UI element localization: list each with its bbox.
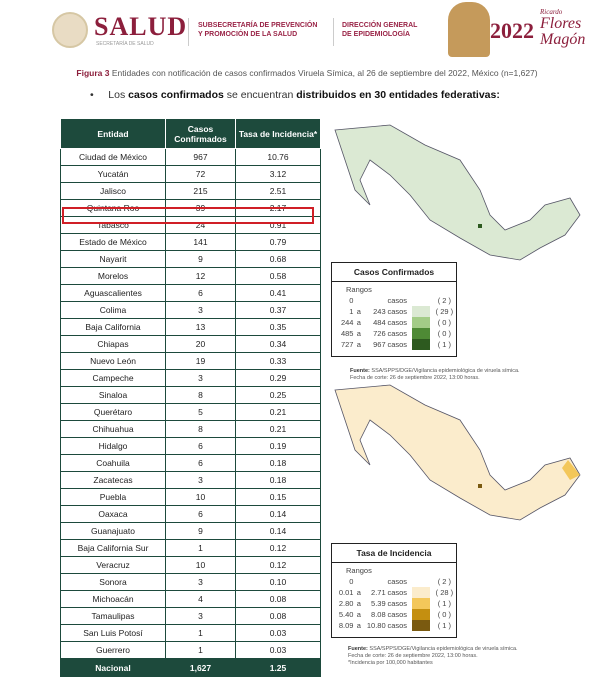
legend-text: 0 <box>349 296 354 305</box>
table-row <box>61 166 321 183</box>
legend-text: ( 1 ) <box>437 340 452 349</box>
legend-text: 2.80 <box>338 599 354 608</box>
cell-casos: 13 <box>166 319 236 336</box>
legend-text: 244 <box>340 318 354 327</box>
legend-text: ( 1 ) <box>437 621 452 630</box>
legend-text: casos <box>387 329 408 338</box>
bullet-text: • Los casos confirmados se encuentran distribuidos en 30 entidades federativas: <box>90 89 500 101</box>
legend-swatch <box>412 620 430 631</box>
cell-tasa: 0.12 <box>236 557 321 574</box>
cell-entidad: Nayarit <box>61 251 166 268</box>
legend-text: 484 <box>373 318 386 327</box>
cell-casos: 6 <box>166 455 236 472</box>
table-row <box>61 523 321 540</box>
table-row <box>61 591 321 608</box>
cell-entidad: Puebla <box>61 489 166 506</box>
cell-entidad: Nuevo León <box>61 353 166 370</box>
legend-text: ( 29 ) <box>435 307 454 316</box>
cell-casos: 9 <box>166 251 236 268</box>
table-row <box>61 506 321 523</box>
cell-tasa: 0.21 <box>236 404 321 421</box>
cell-casos: 1 <box>166 625 236 642</box>
cell-casos: 3 <box>166 370 236 387</box>
legend-text: a <box>356 329 361 338</box>
col-header-casos: Casos Confirmados <box>166 119 236 149</box>
legend-swatch <box>412 576 430 587</box>
cell-tasa: 0.29 <box>236 370 321 387</box>
col-header-tasa: Tasa de Incidencia* <box>236 119 321 149</box>
table-row <box>61 234 321 251</box>
cell-casos: 20 <box>166 336 236 353</box>
cell-tasa: 0.33 <box>236 353 321 370</box>
legend-row <box>332 295 456 306</box>
legend-rangos-label: Rangos <box>346 566 372 575</box>
cell-tasa: 0.18 <box>236 455 321 472</box>
table-row <box>61 608 321 625</box>
table-row <box>61 268 321 285</box>
legend-text: ( 1 ) <box>437 599 452 608</box>
legend-text: ( 2 ) <box>437 577 452 586</box>
legend-text: a <box>356 610 361 619</box>
cell-entidad: Zacatecas <box>61 472 166 489</box>
legend-text: 243 <box>373 307 386 316</box>
mexico-seal-logo <box>52 12 88 48</box>
cell-casos: 8 <box>166 387 236 404</box>
legend-text: 727 <box>340 340 354 349</box>
mexico-map-shape <box>335 125 580 260</box>
direccion: DIRECCIÓN GENERAL DE EPIDEMIOLOGÍA <box>342 22 418 38</box>
cell-tasa: 3.12 <box>236 166 321 183</box>
cell-casos: 6 <box>166 506 236 523</box>
cell-entidad: Baja California <box>61 319 166 336</box>
cell-tasa: 0.15 <box>236 489 321 506</box>
cell-tasa: 0.03 <box>236 642 321 659</box>
cell-entidad: Sinaloa <box>61 387 166 404</box>
total-tasa: 1.25 <box>236 659 321 677</box>
legend-row <box>332 576 456 587</box>
total-row <box>61 659 321 677</box>
map-confirmed-cases <box>330 120 590 270</box>
table-row <box>61 540 321 557</box>
cell-tasa: 0.14 <box>236 523 321 540</box>
legend-text: ( 28 ) <box>435 588 454 597</box>
divider <box>188 18 189 46</box>
legend-title: Tasa de Incidencia <box>332 544 456 563</box>
legend-text: 5.39 <box>371 599 386 608</box>
legend-swatch <box>412 339 430 350</box>
legend-text: casos <box>387 588 408 597</box>
legend-text: 1 <box>349 307 354 316</box>
figure-caption: Figura 3 Entidades con notificación de casos confirmados Viruela Símica, al 26 de septiembre del 2022, México (n=1,627) <box>76 68 538 78</box>
salud-logo: SALUD <box>94 12 188 41</box>
legend-text: 967 <box>373 340 386 349</box>
source-note-rate: Fuente: SSA/SPPS/DGE/Vigilancia epidemiológica de viruela símica. Fecha de corte: 26 de septiembre 2022, 13:00 horas. *Incidencia por 100,000 habitantes <box>348 646 518 666</box>
cell-entidad: Jalisco <box>61 183 166 200</box>
table-row <box>61 421 321 438</box>
legend-row <box>332 609 456 620</box>
table-row <box>61 472 321 489</box>
legend-swatch <box>412 295 430 306</box>
cell-tasa: 0.12 <box>236 540 321 557</box>
cell-tasa: 0.41 <box>236 285 321 302</box>
legend-text: casos <box>387 621 408 630</box>
total-casos: 1,627 <box>166 659 236 677</box>
highlight-box-tabasco <box>62 207 314 224</box>
legend-text: 5.40 <box>338 610 354 619</box>
cell-entidad: Baja California Sur <box>61 540 166 557</box>
legend-text: 10.80 <box>366 621 386 630</box>
cell-tasa: 10.76 <box>236 149 321 166</box>
portrait-image <box>448 2 490 57</box>
cell-entidad: Sonora <box>61 574 166 591</box>
cell-entidad: Chihuahua <box>61 421 166 438</box>
cell-casos: 9 <box>166 523 236 540</box>
legend-row <box>332 620 456 631</box>
cell-casos: 3 <box>166 472 236 489</box>
cell-tasa: 0.21 <box>236 421 321 438</box>
cell-entidad: Tabasco <box>61 217 166 234</box>
cell-tasa: 0.03 <box>236 625 321 642</box>
table-row <box>61 319 321 336</box>
cell-entidad: Guerrero <box>61 642 166 659</box>
divider <box>333 18 334 46</box>
cell-tasa: 0.25 <box>236 387 321 404</box>
cell-entidad: Yucatán <box>61 166 166 183</box>
legend-text: 0 <box>349 577 354 586</box>
mexico-map-shape <box>335 385 580 520</box>
table-row <box>61 183 321 200</box>
cell-entidad: Veracruz <box>61 557 166 574</box>
cell-casos: 5 <box>166 404 236 421</box>
legend-swatch <box>412 609 430 620</box>
table-row <box>61 251 321 268</box>
header <box>0 0 614 60</box>
legend-text: ( 0 ) <box>437 610 452 619</box>
cell-casos: 39 <box>166 200 236 217</box>
total-entidad: Nacional <box>61 659 166 677</box>
cell-tasa: 0.37 <box>236 302 321 319</box>
salud-subtitle: SECRETARÍA DE SALUD <box>96 41 154 47</box>
cell-casos: 141 <box>166 234 236 251</box>
legend-swatch <box>412 328 430 339</box>
cell-entidad: Colima <box>61 302 166 319</box>
table-row <box>61 455 321 472</box>
cell-tasa: 0.14 <box>236 506 321 523</box>
legend-swatch <box>412 306 430 317</box>
cell-tasa: 0.91 <box>236 217 321 234</box>
cell-entidad: Querétaro <box>61 404 166 421</box>
legend-confirmed-cases <box>331 262 457 357</box>
legend-text: ( 0 ) <box>437 329 452 338</box>
legend-text: a <box>356 318 361 327</box>
legend-text: a <box>356 599 361 608</box>
legend-row <box>332 339 456 350</box>
legend-row <box>332 328 456 339</box>
cell-tasa: 2.51 <box>236 183 321 200</box>
cases-table <box>60 118 321 677</box>
cell-entidad: Ciudad de México <box>61 149 166 166</box>
legend-text: a <box>356 621 361 630</box>
cell-tasa: 0.34 <box>236 336 321 353</box>
legend-title: Casos Confirmados <box>332 263 456 282</box>
table-row <box>61 336 321 353</box>
legend-text: casos <box>387 307 408 316</box>
cell-tasa: 0.10 <box>236 574 321 591</box>
legend-swatch <box>412 598 430 609</box>
table-row <box>61 285 321 302</box>
cell-casos: 3 <box>166 302 236 319</box>
cell-casos: 1 <box>166 540 236 557</box>
legend-text: ( 2 ) <box>437 296 452 305</box>
cell-casos: 24 <box>166 217 236 234</box>
cell-tasa: 0.08 <box>236 591 321 608</box>
table-row <box>61 574 321 591</box>
cell-casos: 19 <box>166 353 236 370</box>
table-row <box>61 489 321 506</box>
cell-tasa: 0.68 <box>236 251 321 268</box>
cell-casos: 3 <box>166 608 236 625</box>
table-row <box>61 557 321 574</box>
cell-casos: 6 <box>166 285 236 302</box>
cell-casos: 10 <box>166 489 236 506</box>
cdmx-region <box>478 484 482 488</box>
year-logo: 2022 <box>490 18 534 43</box>
table-row <box>61 302 321 319</box>
legend-text: 726 <box>373 329 386 338</box>
cell-casos: 8 <box>166 421 236 438</box>
table-row <box>61 404 321 421</box>
legend-text: 8.09 <box>338 621 354 630</box>
table-row <box>61 353 321 370</box>
legend-incidence-rate <box>331 543 457 638</box>
cell-entidad: Quintana Roo <box>61 200 166 217</box>
legend-text: 8.08 <box>371 610 386 619</box>
cell-tasa: 0.35 <box>236 319 321 336</box>
legend-rangos-label: Rangos <box>346 285 372 294</box>
legend-row <box>332 598 456 609</box>
cell-tasa: 0.58 <box>236 268 321 285</box>
cell-entidad: Coahuila <box>61 455 166 472</box>
cell-entidad: Morelos <box>61 268 166 285</box>
cell-tasa: 0.18 <box>236 472 321 489</box>
table-row <box>61 387 321 404</box>
cell-tasa: 0.19 <box>236 438 321 455</box>
cell-tasa: 2.17 <box>236 200 321 217</box>
legend-text: casos <box>387 599 408 608</box>
year-name: Ricardo Flores Magón <box>540 8 586 48</box>
cell-entidad: Hidalgo <box>61 438 166 455</box>
cell-casos: 3 <box>166 574 236 591</box>
cell-casos: 967 <box>166 149 236 166</box>
col-header-entidad: Entidad <box>61 119 166 149</box>
cell-entidad: Michoacán <box>61 591 166 608</box>
legend-text: casos <box>387 318 408 327</box>
cell-casos: 215 <box>166 183 236 200</box>
map-incidence-rate <box>330 380 590 540</box>
legend-text: a <box>356 307 361 316</box>
legend-swatch <box>412 317 430 328</box>
table-row <box>61 625 321 642</box>
cell-entidad: San Luis Potosí <box>61 625 166 642</box>
table-row <box>61 149 321 166</box>
cell-entidad: Tamaulipas <box>61 608 166 625</box>
legend-text: ( 0 ) <box>437 318 452 327</box>
cell-tasa: 0.08 <box>236 608 321 625</box>
cell-casos: 10 <box>166 557 236 574</box>
legend-text: casos <box>387 610 408 619</box>
cell-entidad: Estado de México <box>61 234 166 251</box>
table-row <box>61 438 321 455</box>
cell-tasa: 0.79 <box>236 234 321 251</box>
cell-entidad: Chiapas <box>61 336 166 353</box>
legend-text: casos <box>387 577 408 586</box>
legend-text: casos <box>387 340 408 349</box>
legend-text: 0.01 <box>338 588 354 597</box>
legend-row <box>332 587 456 598</box>
cell-entidad: Aguascalientes <box>61 285 166 302</box>
legend-row <box>332 306 456 317</box>
table-row <box>61 370 321 387</box>
cell-entidad: Campeche <box>61 370 166 387</box>
cell-entidad: Oaxaca <box>61 506 166 523</box>
cell-casos: 72 <box>166 166 236 183</box>
source-note-cases: Fuente: SSA/SPPS/DGE/Vigilancia epidemiológica de viruela símica. Fecha de corte: 26 de septiembre 2022, 13:00 horas. <box>350 368 520 381</box>
cell-casos: 6 <box>166 438 236 455</box>
legend-text: a <box>356 340 361 349</box>
legend-swatch <box>412 587 430 598</box>
legend-text: 2.71 <box>371 588 386 597</box>
cell-casos: 1 <box>166 642 236 659</box>
legend-text: a <box>356 588 361 597</box>
legend-text: 485 <box>340 329 354 338</box>
cdmx-region <box>478 224 482 228</box>
subsecretaria: SUBSECRETARÍA DE PREVENCIÓN Y PROMOCIÓN DE LA SALUD <box>198 22 318 38</box>
cell-casos: 12 <box>166 268 236 285</box>
cell-casos: 4 <box>166 591 236 608</box>
table-row <box>61 642 321 659</box>
legend-row <box>332 317 456 328</box>
legend-text: casos <box>387 296 408 305</box>
cell-entidad: Guanajuato <box>61 523 166 540</box>
